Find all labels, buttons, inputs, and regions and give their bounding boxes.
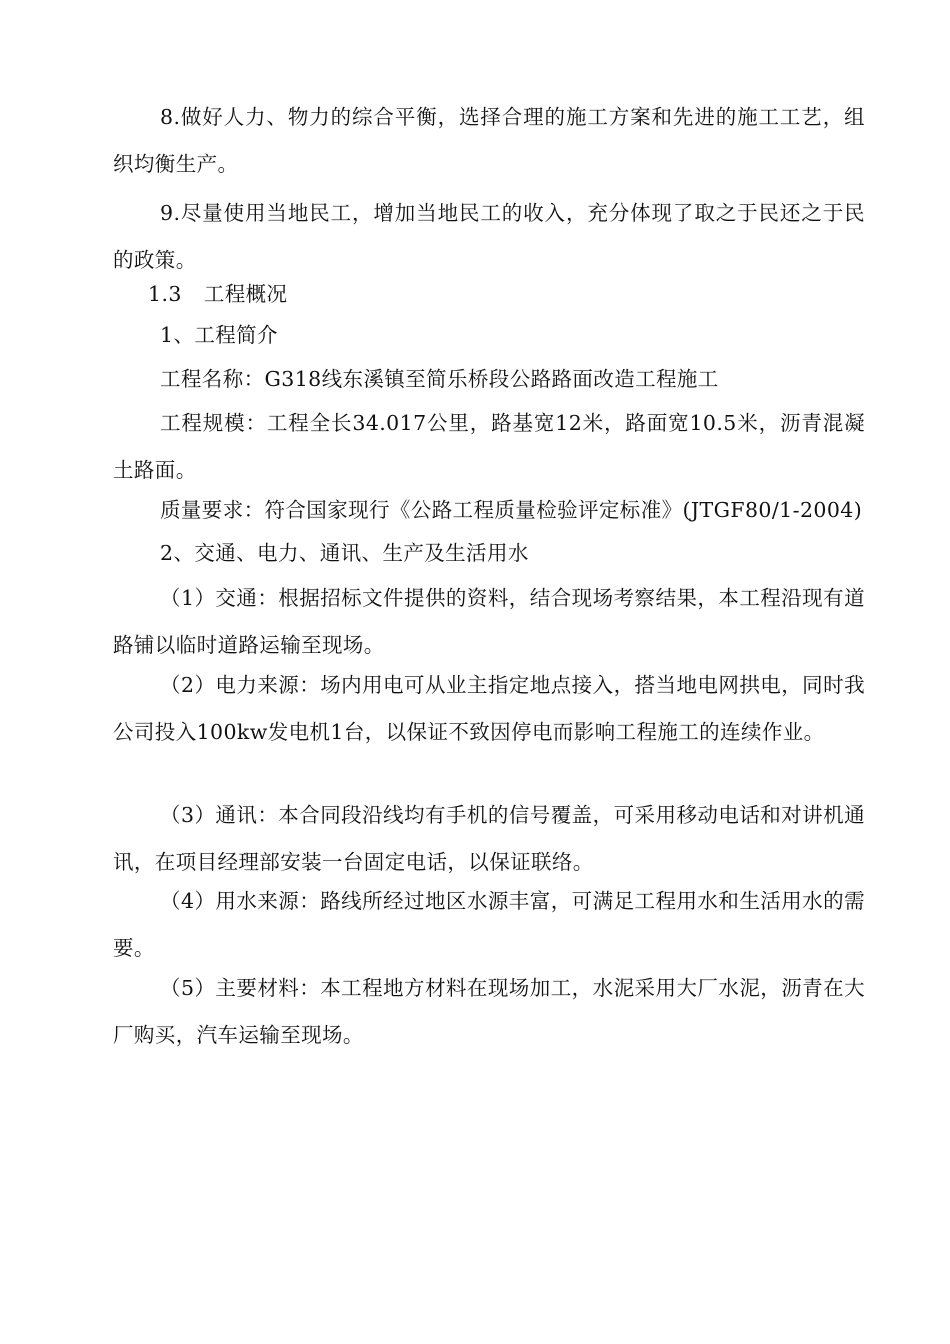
section-number: 1.3 [148,282,182,306]
section-title: 工程概况 [203,282,288,306]
quality-requirement: 质量要求：符合国家现行《公路工程质量检验评定标准》(JTGF80/1-2004) [160,498,863,522]
item-communication: （3）通讯：本合同段沿线均有手机的信号覆盖，可采用移动电话和对讲机通讯，在项目经理部安装一台固定电话，以保证联络。 [113,803,865,874]
paragraph-8: 8.做好人力、物力的综合平衡，选择合理的施工方案和先进的施工工艺，组织均衡生产。 [113,105,865,176]
subsection-1-heading: 1、工程简介 [160,323,278,347]
paragraph-9: 9.尽量使用当地民工，增加当地民工的收入，充分体现了取之于民还之于民的政策。 [113,201,865,272]
project-name: 工程名称：G318线东溪镇至简乐桥段公路路面改造工程施工 [160,367,719,391]
item-materials: （5）主要材料：本工程地方材料在现场加工，水泥采用大厂水泥，沥青在大厂购买，汽车运输至现场。 [113,976,865,1047]
section-heading [148,271,287,318]
project-scale: 工程规模：工程全长34.017公里，路基宽12米，路面宽10.5米，沥青混凝土路面。 [113,411,865,482]
item-water: （4）用水来源：路线所经过地区水源丰富，可满足工程用水和生活用水的需要。 [113,889,865,960]
subsection-2-heading: 2、交通、电力、通讯、生产及生活用水 [160,541,529,565]
item-traffic: （1）交通：根据招标文件提供的资料，结合现场考察结果，本工程沿现有道路铺以临时道路运输至现场。 [113,586,865,657]
item-power: （2）电力来源：场内用电可从业主指定地点接入，搭当地电网拱电，同时我公司投入100kw发电机1台，以保证不致因停电而影响工程施工的连续作业。 [113,673,865,744]
